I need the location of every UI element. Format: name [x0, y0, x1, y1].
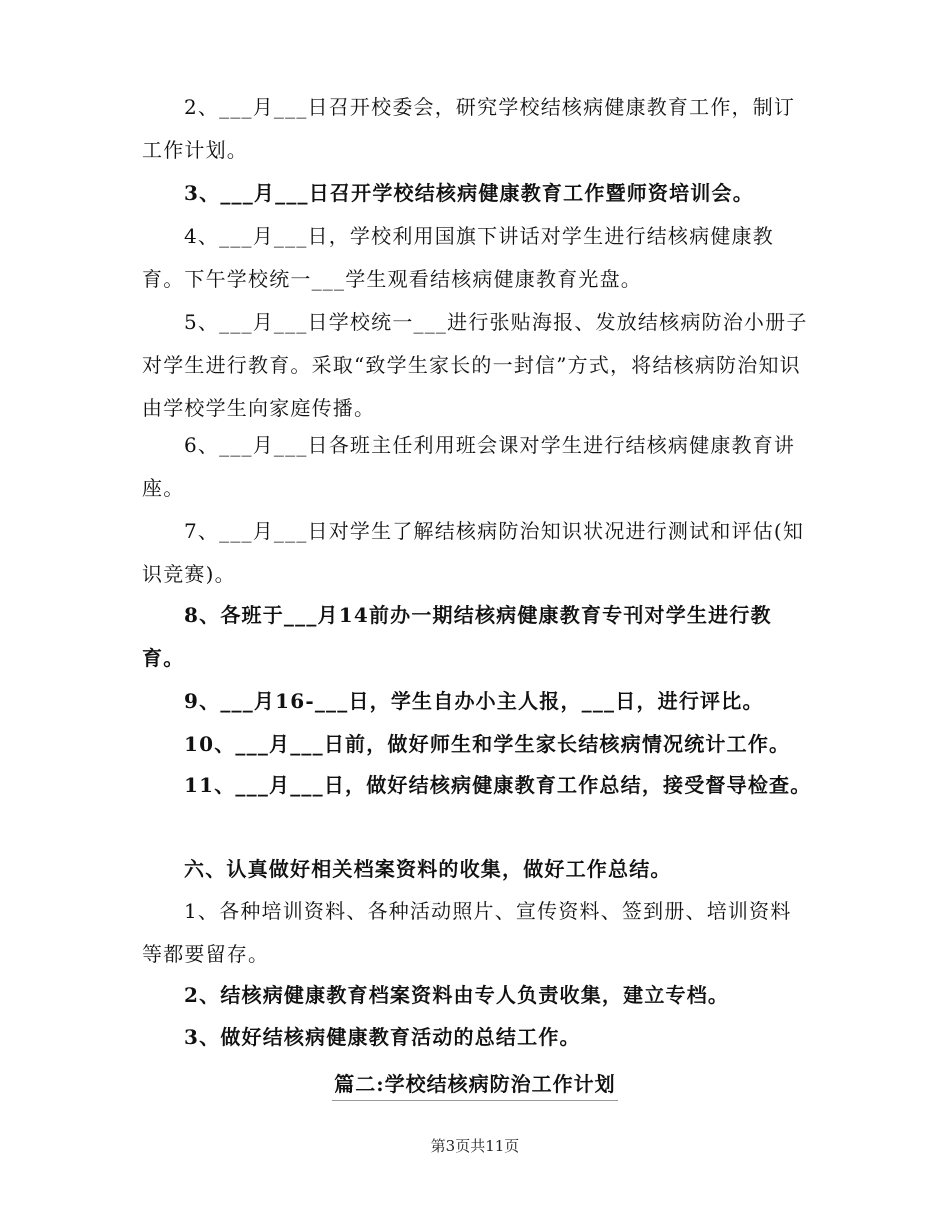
- paragraph-item-2: 2、___月___日召开校委会，研究学校结核病健康教育工作，制订工作计划。: [142, 95, 796, 162]
- paragraph-item-8: 8、各班于___月14前办一期结核病健康教育专刊对学生进行教育。: [142, 603, 772, 670]
- paragraph-subitem-1: 1、各种培训资料、各种活动照片、宣传资料、签到册、培训资料等都要留存。: [142, 899, 792, 966]
- paragraph-item-6: 6、___月___日各班主任利用班会课对学生进行结核病健康教育讲座。: [142, 433, 796, 500]
- page-footer: 第3页共11页: [430, 1137, 520, 1155]
- paragraph-item-3: 3、___月___日召开学校结核病健康教育工作暨师资培训会。: [184, 181, 754, 205]
- paragraph-item-4: 4、___月___日，学校利用国旗下讲话对学生进行结核病健康教育。下午学校统一___学生观看结核病健康教育光盘。: [142, 224, 774, 291]
- section-title: [0, 1068, 950, 1097]
- paragraph-item-5: 5、___月___日学校统一___进行张贴海报、发放结核病防治小册子对学生进行教育。采取“致学生家长的一封信”方式，将结核病防治知识由学校学生向家庭传播。: [142, 310, 808, 420]
- paragraph-item-10: 10、___月___日前，做好师生和学生家长结核病情况统计工作。: [184, 732, 791, 756]
- section-title-text: 篇二:学校结核病防治工作计划: [332, 1072, 617, 1101]
- paragraph-item-7: 7、___月___日对学生了解结核病防治知识状况进行测试和评估(知识竞赛)。: [142, 519, 805, 586]
- paragraph-item-9: 9、___月16-___日，学生自办小主人报，___日，进行评比。: [184, 689, 764, 713]
- paragraph-item-11: 11、___月___日，做好结核病健康教育工作总结，接受督导检查。: [184, 773, 812, 797]
- paragraph-subitem-2: 2、结核病健康教育档案资料由专人负责收集，建立专档。: [184, 983, 730, 1007]
- section-six-heading: 六、认真做好相关档案资料的收集，做好工作总结。: [184, 857, 672, 881]
- paragraph-subitem-3: 3、做好结核病健康教育活动的总结工作。: [184, 1025, 581, 1049]
